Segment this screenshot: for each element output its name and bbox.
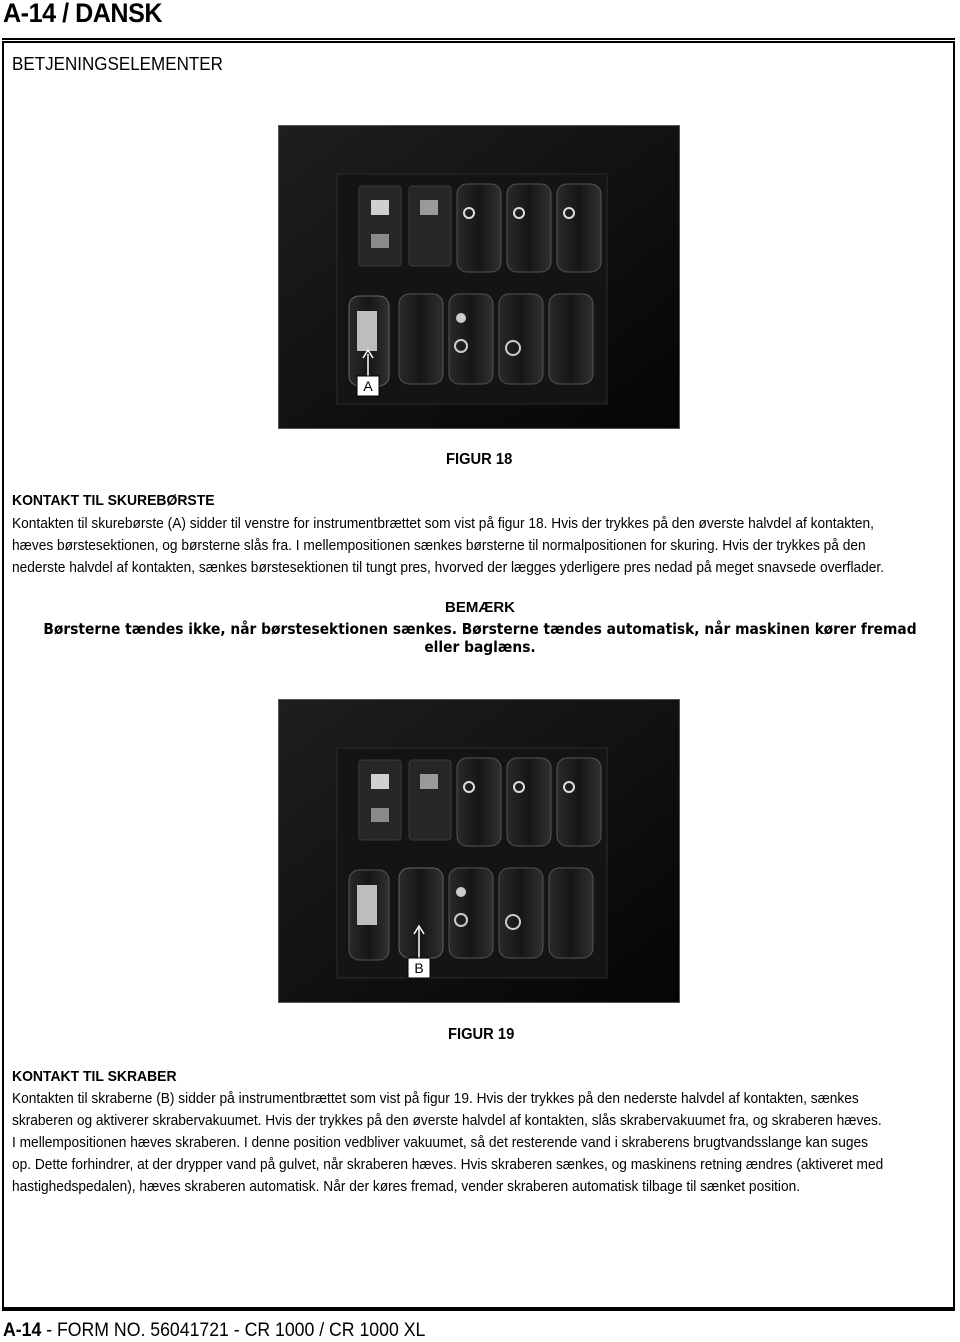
callout-a: A [363, 378, 373, 394]
footer-page-number: A-14 [3, 1320, 42, 1341]
footer-rule [2, 1309, 955, 1311]
callout-b: B [414, 960, 424, 976]
note-text: Børsterne tændes ikke, når børstesektionen sænkes. Børsterne tændes automatisk, når maskinen kører fremad eller baglæns. [43, 620, 917, 656]
brush-text-line: hæves børstesektionen, og børsterne slås fra. I mellempositionen sænkes børsterne til normalpositionen for skuring. Hvis der trykkes på den [12, 537, 866, 554]
squeegee-switch-text [12, 1088, 936, 1198]
squeegee-text-line: I mellempositionen hæves skraberen. I denne position vedbliver vakuumet, så det resterende vand i skraberens brugtvandsslange kan suges [12, 1134, 869, 1151]
brush-switch-heading: KONTAKT TIL SKUREBØRSTE [12, 492, 215, 509]
brush-text-line: nederste halvdel af kontakten, sænkes børstesektionen til tungt pres, hvorved der lægges yderligere pres nedad på meget snavsede overflader. [12, 559, 885, 576]
figure-19-photo [278, 699, 680, 1003]
footer-form-number: - FORM NO. 56041721 - CR 1000 / CR 1000 XL [41, 1320, 426, 1341]
brush-switch-text [12, 513, 936, 579]
squeegee-text-line: hastighedspedalen), hæves skraberen automatisk. Når der køres fremad, vender skraberen automatisk tilbage til sænket position. [12, 1178, 801, 1195]
squeegee-text-line: Kontakten til skraberne (B) sidder på instrumentbrættet som vist på figur 19. Hvis der trykkes på den nederste halvdel af kontakten, sænkes [12, 1090, 859, 1107]
squeegee-switch-heading: KONTAKT TIL SKRABER [12, 1068, 177, 1085]
figure-19-caption: FIGUR 19 [448, 1026, 515, 1043]
section-heading: BETJENINGSELEMENTER [12, 53, 223, 74]
switch-panel-illustration [279, 700, 679, 1002]
squeegee-text-line: skraberen og aktiverer skrabervakuumet. Hvis der trykkes på den øverste halvdel af kontakten, slås skrabervakuumet fra, og skraberen hæves. [12, 1112, 882, 1129]
page-footer [3, 1320, 425, 1342]
switch-panel-illustration [279, 126, 679, 428]
note-title: BEMÆRK [445, 599, 515, 616]
brush-text-line: Kontakten til skurebørste (A) sidder til venstre for instrumentbrættet som vist på figur 18. Hvis der trykkes på den øverste halvdel af kontakten, [12, 515, 875, 532]
figure-18-caption: FIGUR 18 [446, 451, 513, 468]
page-title: A-14 / DANSK [3, 0, 163, 28]
squeegee-text-line: op. Dette forhindrer, at der drypper vand på gulvet, når skraberen hæves. Hvis skraberen sænkes, og maskinens retning ændres (aktiveret med [12, 1156, 884, 1173]
header-rule [2, 38, 955, 40]
figure-18-photo [278, 125, 680, 429]
